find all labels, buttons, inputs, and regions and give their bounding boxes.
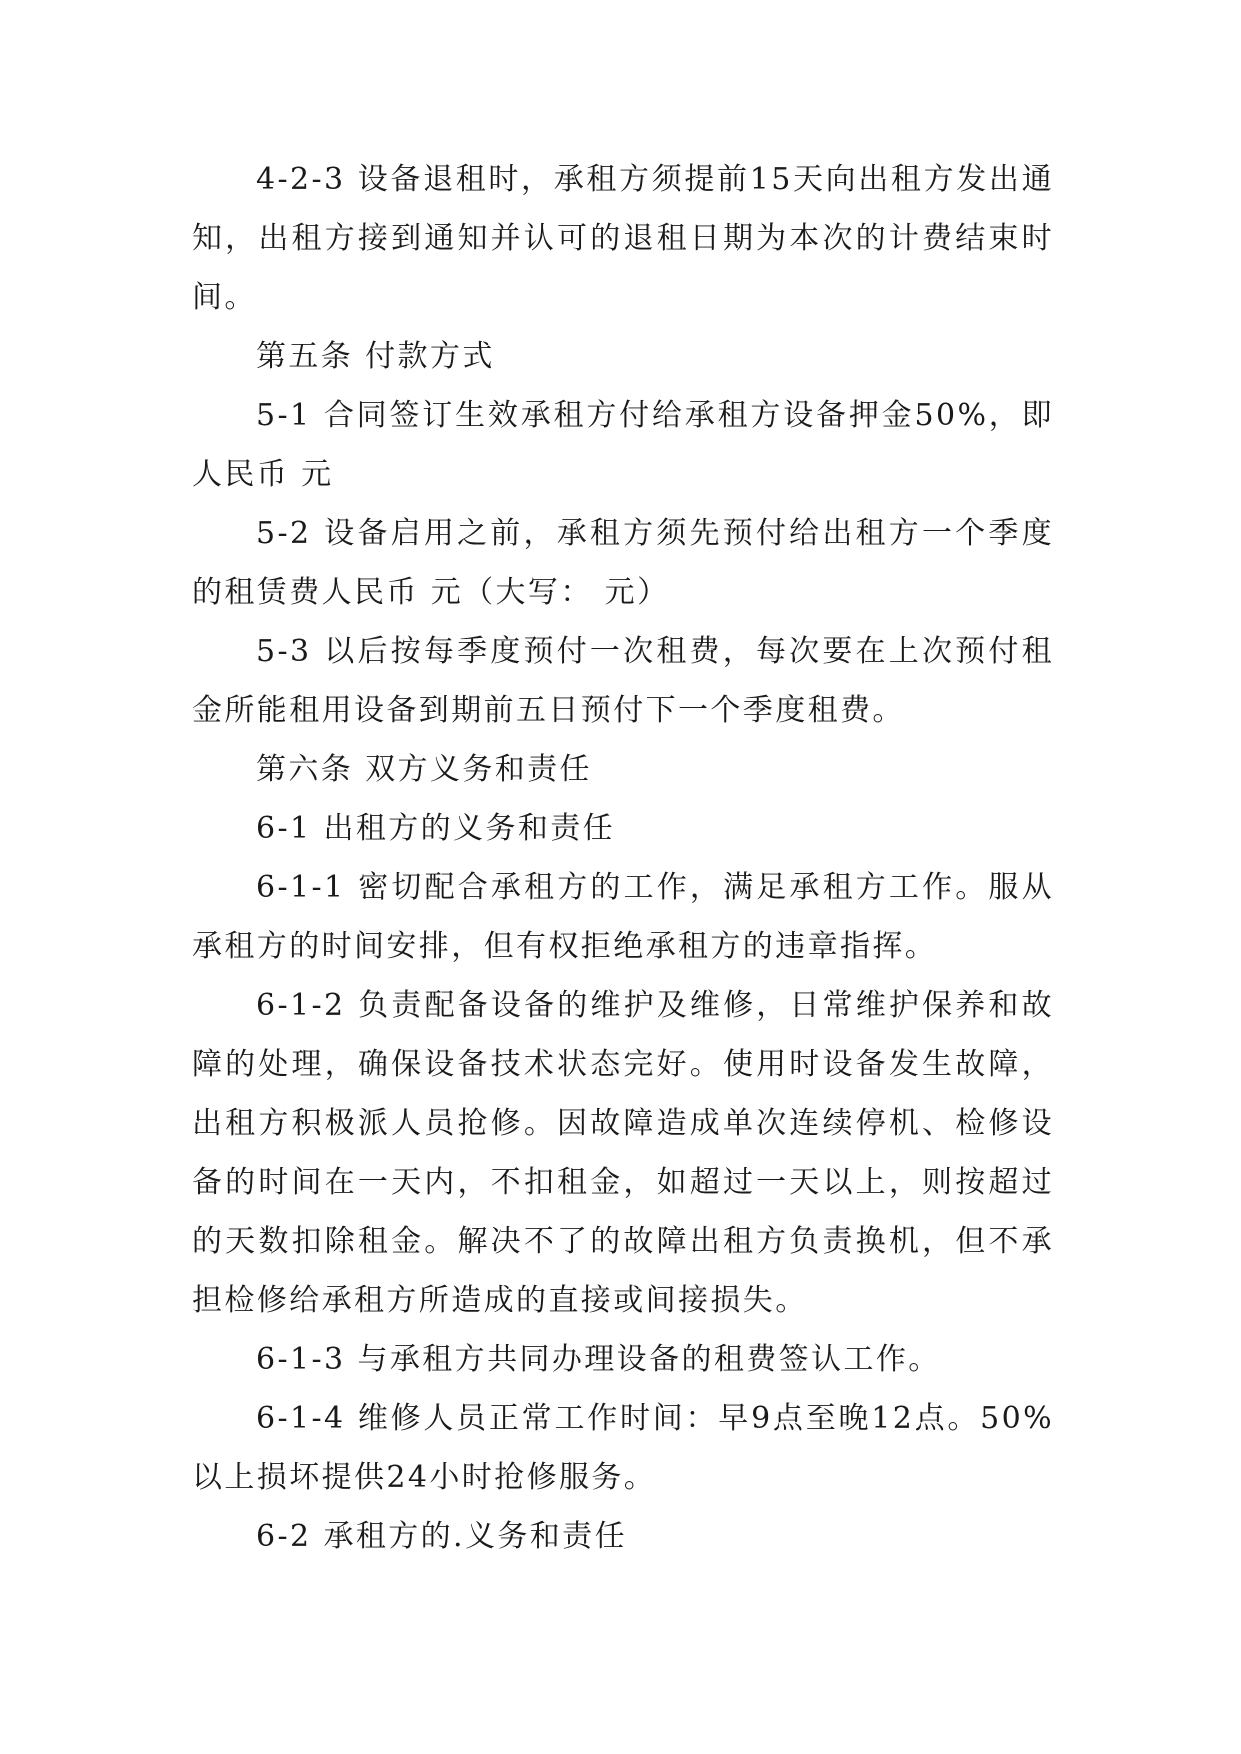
- paragraph-6-2: 6-2 承租方的.义务和责任: [256, 1519, 627, 1554]
- paragraph-6-1-3: 6-1-3 与承租方共同办理设备的租费签认工作。: [256, 1342, 941, 1377]
- paragraph-5-3: 5-3 以后按每季度预付一次租费，每次要在上次预付租金所能租用设备到期前五日预付下一个季度租费。: [192, 634, 1054, 728]
- heading-article-6: 第六条 双方义务和责任: [256, 752, 592, 787]
- paragraph-6-1-2: 6-1-2 负责配备设备的维护及维修，日常维护保养和故障的处理，确保设备技术状态完好。使用时设备发生故障，出租方积极派人员抢修。因故障造成单次连续停机、检修设备的时间在一天内，不扣租金，如超过一天以上，则按超过的天数扣除租金。解决不了的故障出租方负责换机，但不承担检修给承租方所造成的直接或间接损失。: [192, 988, 1054, 1318]
- document-body: [192, 150, 1054, 1566]
- paragraph-5-1: 5-1 合同签订生效承租方付给承租方设备押金50%，即人民币 元: [192, 398, 1054, 492]
- paragraph-5-2: 5-2 设备启用之前，承租方须先预付给出租方一个季度的租赁费人民币 元（大写： 元）: [192, 516, 1054, 610]
- paragraph-6-1: 6-1 出租方的义务和责任: [256, 811, 616, 846]
- paragraph-6-1-1: 6-1-1 密切配合承租方的工作，满足承租方工作。服从承租方的时间安排，但有权拒绝承租方的违章指挥。: [192, 870, 1054, 964]
- paragraph-6-1-4: 6-1-4 维修人员正常工作时间：早9点至晚12点。50%以上损坏提供24小时抢修服务。: [192, 1401, 1054, 1495]
- heading-article-5: 第五条 付款方式: [256, 339, 495, 374]
- paragraph-4-2-3: 4-2-3 设备退租时，承租方须提前15天向出租方发出通知，出租方接到通知并认可的退租日期为本次的计费结束时间。: [192, 162, 1054, 315]
